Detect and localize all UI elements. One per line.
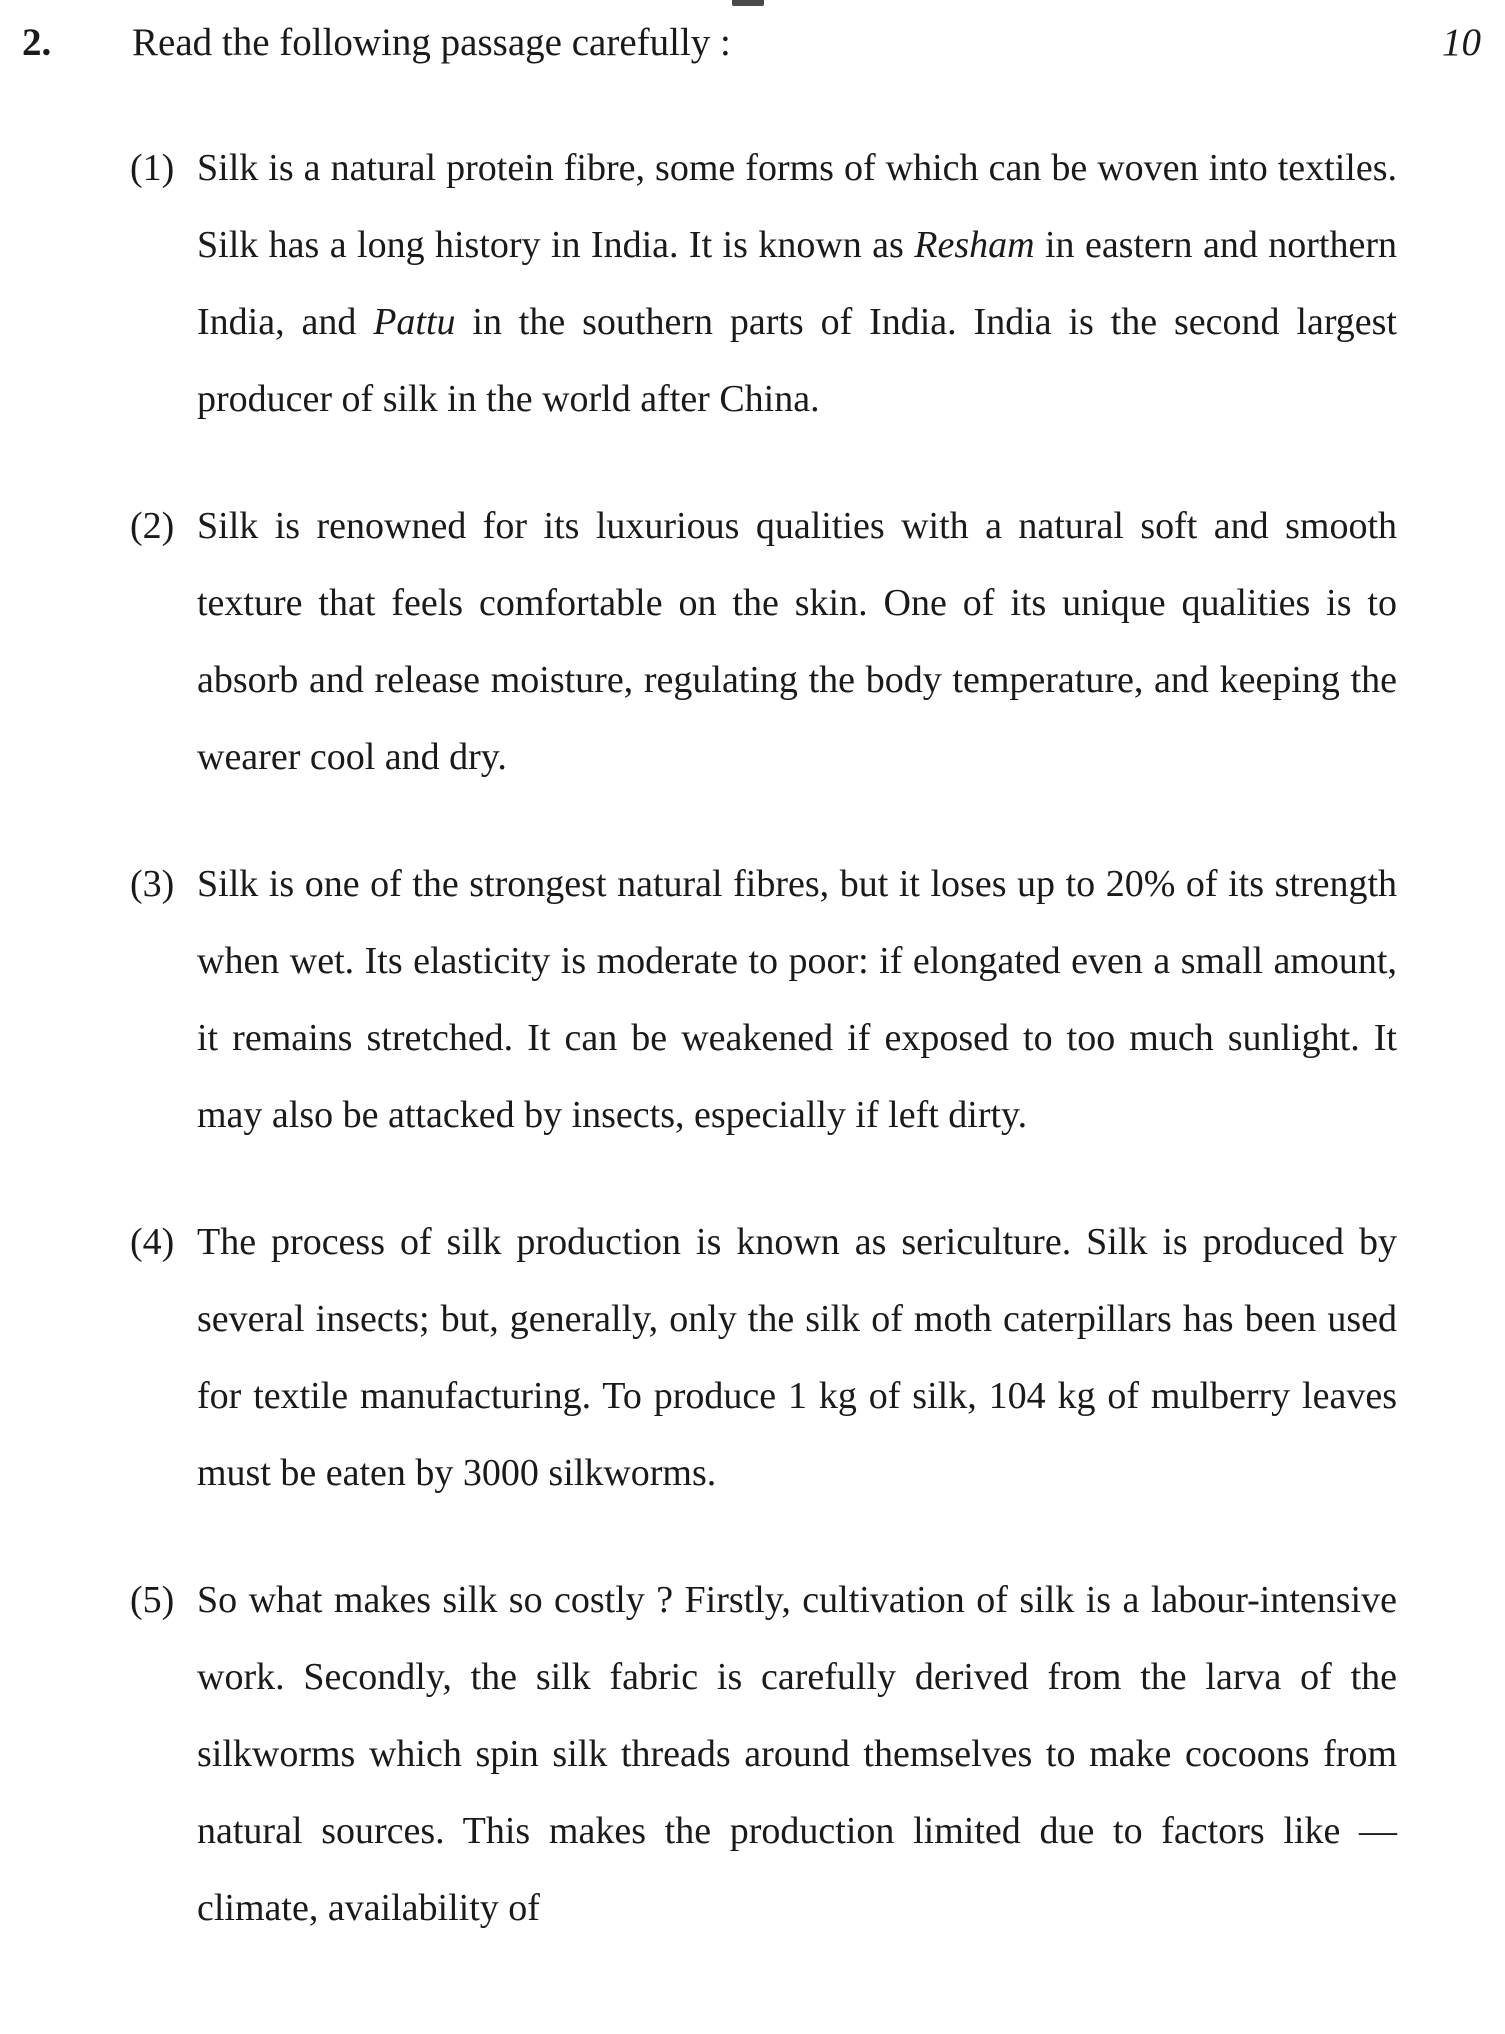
question-marks: 10 (1442, 21, 1481, 64)
paragraph-text: Silk is renowned for its luxurious qualities with a natural soft and smooth texture that feels comfortable on the skin. One of its unique qualities is to absorb and release moisture, regulating the body temperature, and keeping the wearer cool and dry. (197, 505, 1397, 778)
paragraph-text: Silk is one of the strongest natural fibres, but it loses up to 20% of its strength when wet. Its elasticity is moderate to poor: if elongated even a small amount, it remains stretched. It can be weakened if exposed to too much sunlight. It may also be attacked by insects, especially if left dirty. (197, 863, 1397, 1136)
paragraph-number: (5) (130, 1579, 175, 1621)
question-instruction: Read the following passage carefully : (132, 21, 731, 64)
paragraph-2 (0, 488, 1505, 796)
paragraph-5 (0, 1562, 1505, 1947)
paragraph-text: So what makes silk so costly ? Firstly, cultivation of silk is a labour-intensive work. Secondly, the silk fabric is carefully derived from the larva of the silkworms which spin silk threads around themselves to make cocoons from natural sources. This makes the production limited due to factors like — climate, availability of (197, 1579, 1397, 1929)
paragraph-number: (2) (130, 505, 175, 547)
paragraph-number: (3) (130, 863, 175, 905)
reading-passage (0, 130, 1505, 1997)
italic-term-resham: Resham (914, 224, 1035, 266)
italic-term-pattu: Pattu (373, 301, 456, 343)
paragraph-3 (0, 846, 1505, 1154)
paragraph-text: The process of silk production is known as sericulture. Silk is produced by several insects; but, generally, only the silk of moth caterpillars has been used for textile manufacturing. To produce 1 kg of silk, 104 kg of mulberry leaves must be eaten by 3000 silkworms. (197, 1221, 1397, 1494)
question-number: 2. (22, 21, 52, 64)
question-header (0, 18, 1505, 68)
paragraph-1 (0, 130, 1505, 438)
paragraph-number: (1) (130, 147, 175, 189)
paragraph-number: (4) (130, 1221, 175, 1263)
paragraph-text: Silk is a natural protein fibre, some forms of which can be woven into textiles. Silk has a long history in India. It is known as Resham in eastern and northern India, and Pattu in the southern parts of India. India is the second largest producer of silk in the world after China. (197, 147, 1397, 420)
paragraph-4 (0, 1204, 1505, 1512)
page-top-mark (732, 0, 764, 6)
